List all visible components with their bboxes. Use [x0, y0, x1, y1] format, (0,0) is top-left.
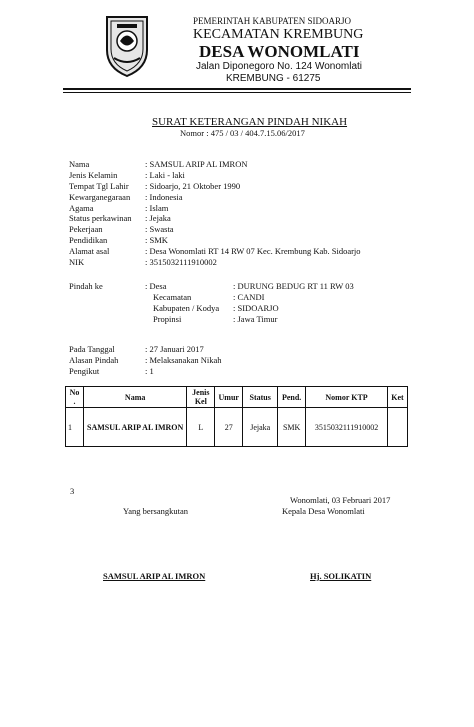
field-value-agama: : Islam: [145, 203, 169, 213]
col-header-ket: Ket: [387, 387, 407, 408]
field-label-jenis-kelamin: Jenis Kelamin: [69, 170, 118, 180]
signature-left-name: SAMSUL ARIP AL IMRON: [103, 571, 206, 581]
field-label-nik: NIK: [69, 257, 85, 267]
cell-nama: SAMSUL ARIP AL IMRON: [83, 408, 186, 447]
dest-label-desa: : Desa: [145, 281, 167, 291]
cell-pendidikan: SMK: [278, 408, 306, 447]
field-value-pengikut: : 1: [145, 366, 154, 376]
col-header-no: No .: [66, 387, 84, 408]
field-value-pada-tanggal: : 27 Januari 2017: [145, 344, 204, 354]
cell-umur: 27: [215, 408, 243, 447]
header-district-line: KECAMATAN KREMBUNG: [193, 27, 364, 42]
header-address: Jalan Diponegoro No. 124 Wonomlati: [196, 61, 363, 72]
col-header-nama: Nama: [83, 387, 186, 408]
document-title: SURAT KETERANGAN PINDAH NIKAH: [152, 116, 348, 128]
dest-label-kecamatan: Kecamatan: [153, 292, 192, 302]
cell-no: 1: [66, 408, 84, 447]
field-label-pada-tanggal: Pada Tanggal: [69, 344, 115, 354]
field-label-pindah-ke: Pindah ke: [69, 281, 103, 291]
dest-label-kabupaten: Kabupaten / Kodya: [153, 303, 220, 313]
field-value-kewarganegaraan: : Indonesia: [145, 192, 183, 202]
field-value-alasan-pindah: : Melaksanakan Nikah: [145, 355, 222, 365]
cell-status: Jejaka: [243, 408, 278, 447]
field-label-kewarganegaraan: Kewarganegaraan: [69, 192, 131, 202]
col-header-umur: Umur: [215, 387, 243, 408]
field-value-nik: : 3515032111910002: [145, 257, 217, 267]
field-value-pekerjaan: : Swasta: [145, 224, 174, 234]
cell-ket: [387, 408, 407, 447]
header-village-line: DESA WONOMLATI: [199, 42, 360, 61]
field-value-tempat-lahir: : Sidoarjo, 21 Oktober 1990: [145, 181, 241, 191]
field-label-status-perkawinan: Status perkawinan: [69, 213, 132, 223]
dest-value-desa: : DURUNG BEDUG RT 11 RW 03: [233, 281, 354, 291]
field-label-alamat-asal: Alamat asal: [69, 246, 110, 256]
field-label-agama: Agama: [69, 203, 94, 213]
field-label-pengikut: Pengikut: [69, 366, 100, 376]
header-government-line: PEMERINTAH KABUPATEN SIDOARJO: [193, 16, 351, 26]
field-value-status-perkawinan: : Jejaka: [145, 213, 171, 223]
field-value-nama: : SAMSUL ARIP AL IMRON: [145, 159, 248, 169]
regency-emblem-icon: [103, 14, 151, 78]
dest-value-kabupaten: : SIDOARJO: [233, 303, 279, 313]
dest-label-propinsi: Propinsi: [153, 314, 182, 324]
document-number: Nomor : 475 / 03 / 404.7.15.06/2017: [180, 128, 305, 138]
dest-value-propinsi: : Jawa Timur: [233, 314, 278, 324]
field-label-alasan-pindah: Alasan Pindah: [69, 355, 119, 365]
field-label-tempat-lahir: Tempat Tgl Lahir: [69, 181, 129, 191]
cell-nomor-ktp: 3515032111910002: [306, 408, 388, 447]
col-header-pendidikan: Pend.: [278, 387, 306, 408]
field-label-pekerjaan: Pekerjaan: [69, 224, 103, 234]
col-header-jenis-kelamin: Jenis Kel: [187, 387, 215, 408]
signature-left-caption: Yang bersangkutan: [123, 506, 189, 516]
page-mark: 3: [70, 486, 75, 496]
person-table: [65, 386, 408, 447]
field-value-jenis-kelamin: : Laki - laki: [145, 170, 185, 180]
header-divider-thick: [63, 88, 411, 90]
table-row: [66, 408, 408, 447]
signature-date: Wonomlati, 03 Februari 2017: [290, 495, 391, 505]
field-value-alamat-asal: : Desa Wonomlati RT 14 RW 07 Kec. Krembung Kab. Sidoarjo: [145, 246, 361, 256]
header-divider-thin: [63, 92, 411, 93]
field-label-nama: Nama: [69, 159, 90, 169]
cell-jenis-kelamin: L: [187, 408, 215, 447]
col-header-nomor-ktp: Nomor KTP: [306, 387, 388, 408]
field-label-pendidikan: Pendidikan: [69, 235, 108, 245]
table-header-row: [66, 387, 408, 408]
col-header-status: Status: [243, 387, 278, 408]
field-value-pendidikan: : SMK: [145, 235, 168, 245]
header-postal: KREMBUNG - 61275: [226, 73, 321, 84]
dest-value-kecamatan: : CANDI: [233, 292, 265, 302]
signature-right-caption: Kepala Desa Wonomlati: [282, 506, 365, 516]
signature-right-name: Hj. SOLIKATIN: [310, 571, 372, 581]
